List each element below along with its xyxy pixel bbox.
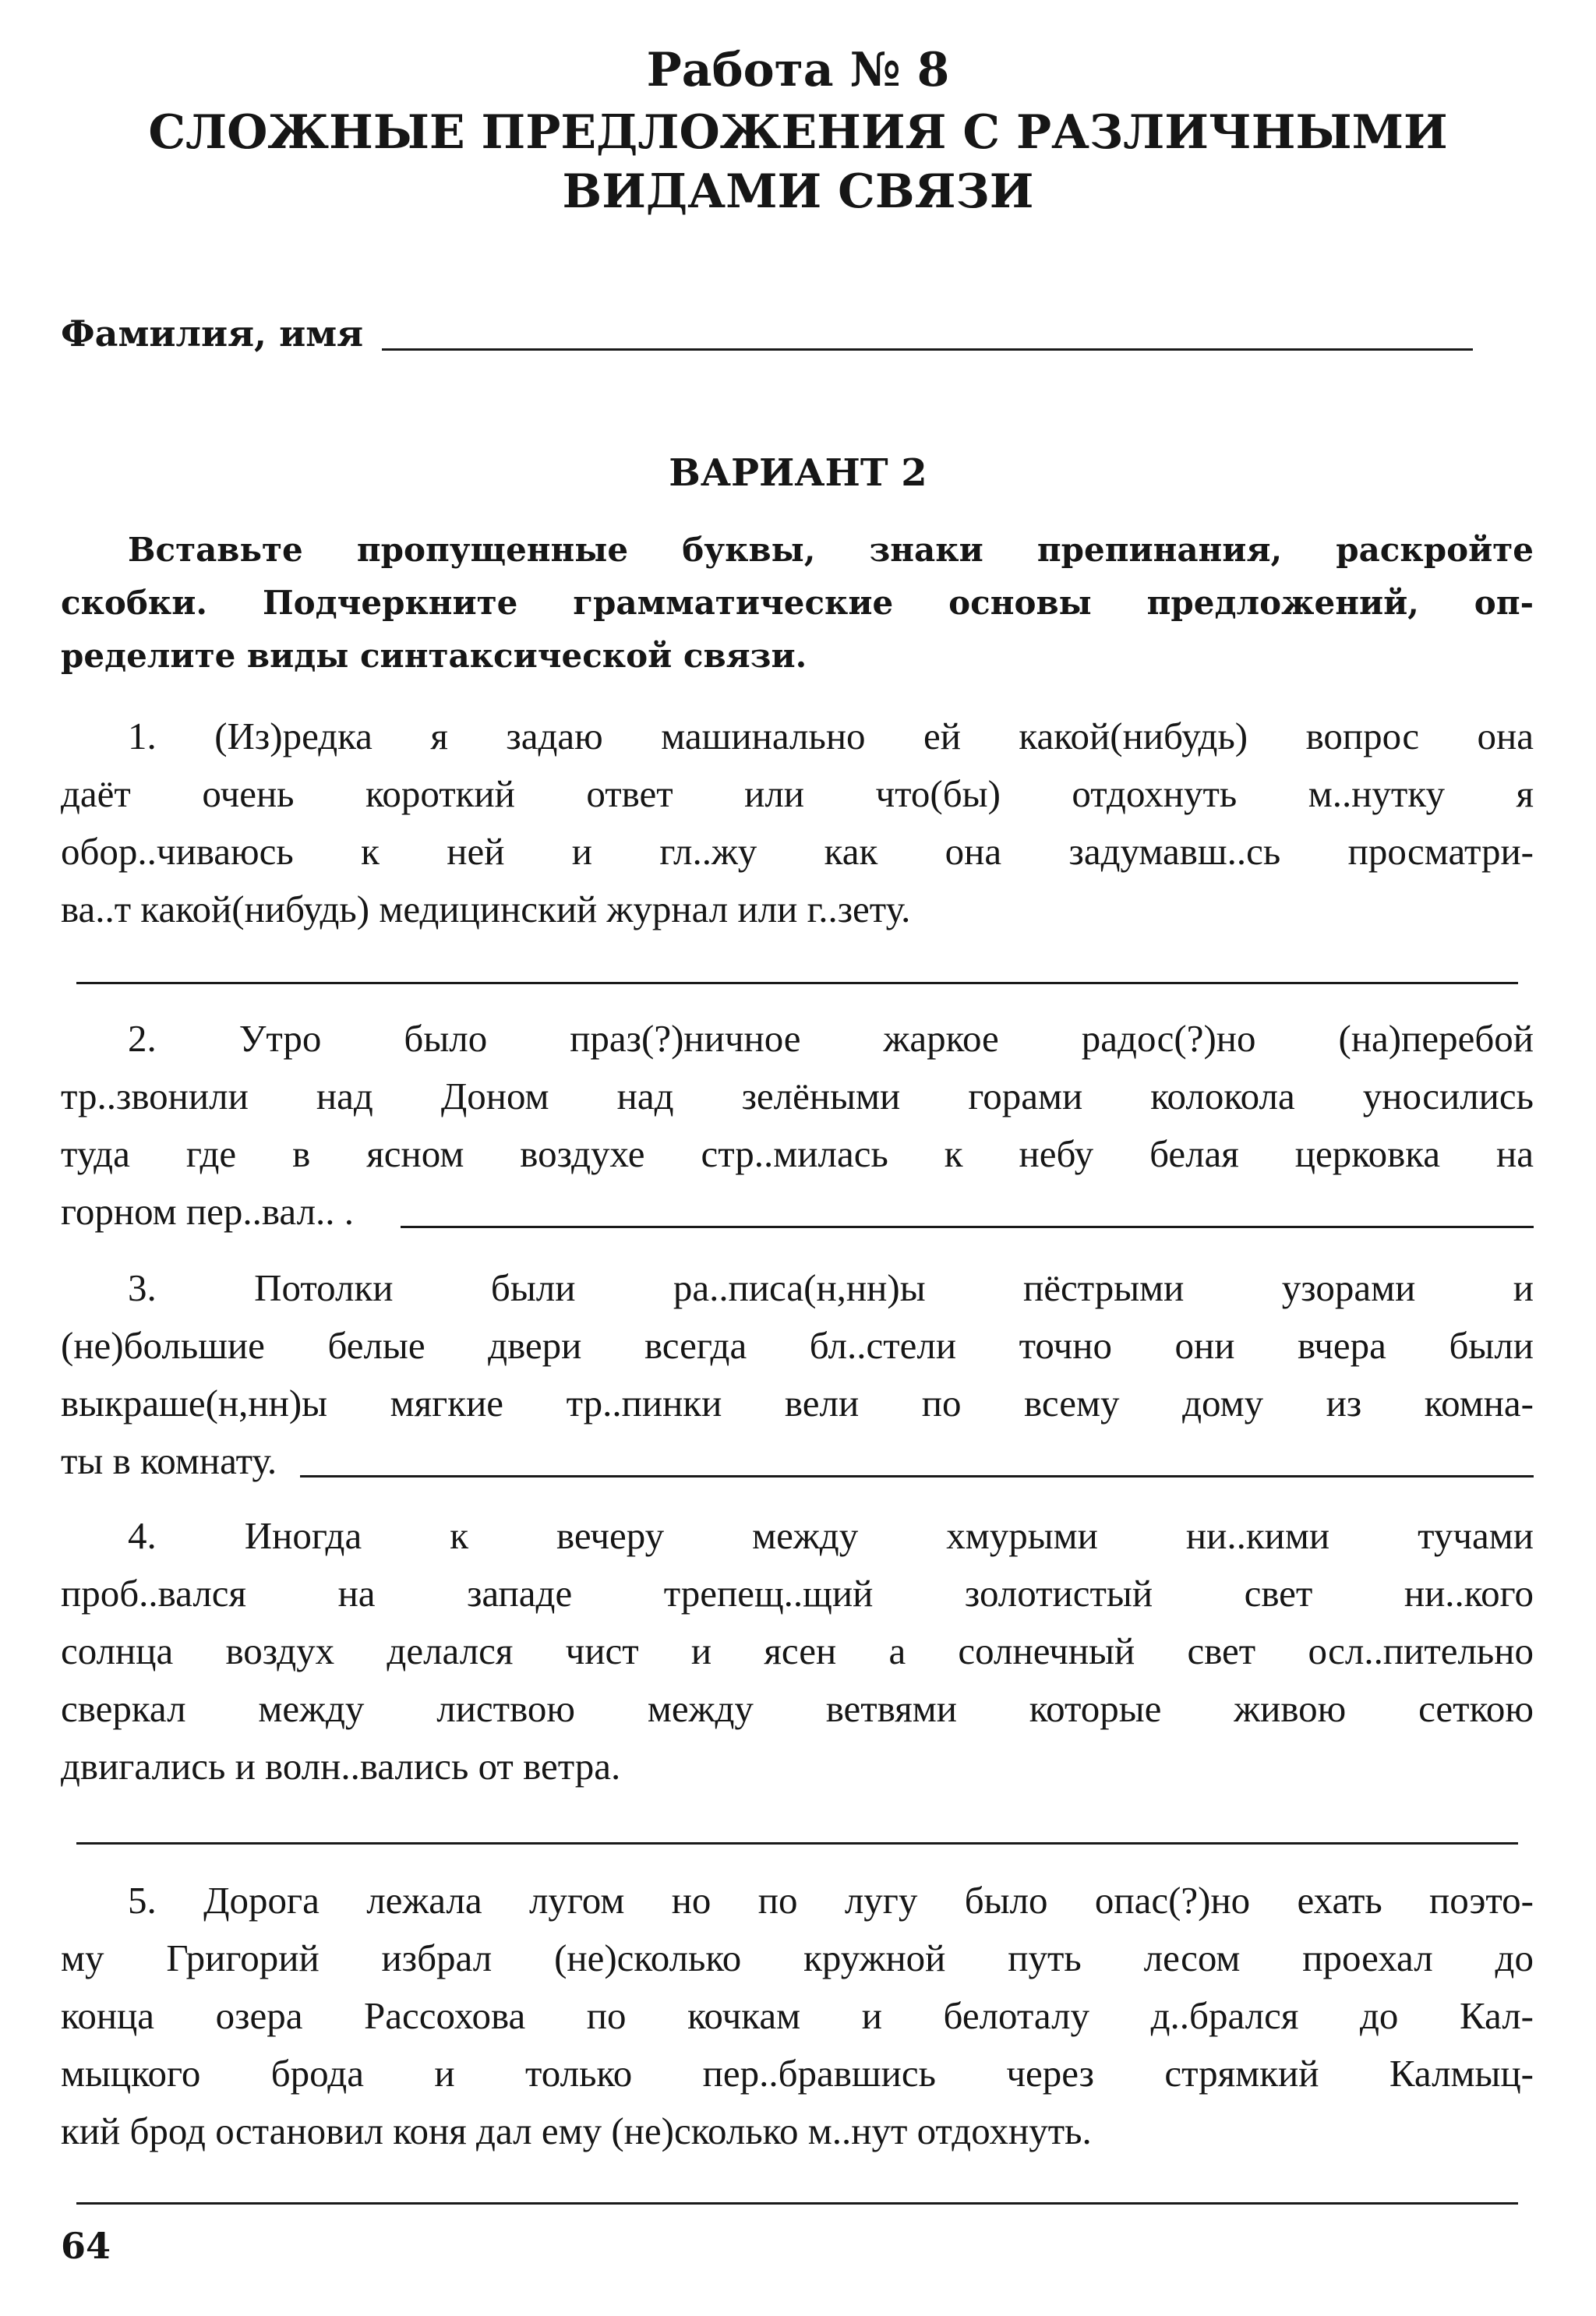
- task-2-line: туда где в ясном воздухе стр..милась к небу белая церковка на: [61, 1132, 1534, 1175]
- work-title: Работа № 8: [646, 43, 950, 97]
- instructions: [61, 524, 1534, 683]
- task-4-line: сверкал между листвою между ветвями которые живою сеткою: [61, 1687, 1534, 1730]
- task-5-line: мыцкого брода и только пер..бравшись через стрямкий Калмыц-: [61, 2052, 1534, 2095]
- task-5: [61, 1872, 1534, 2160]
- variant-heading: ВАРИАНТ 2: [669, 451, 927, 495]
- task-1: [61, 708, 1534, 938]
- task-3-line: выкраше(н,нн)ы мягкие тр..пинки вели по всему дому из комна-: [61, 1382, 1534, 1425]
- student-name-label: Фамилия, имя: [61, 312, 364, 355]
- task-3-last-line: [61, 1432, 1534, 1490]
- task-4: [61, 1507, 1534, 1795]
- topic-title-line-1: СЛОЖНЫЕ ПРЕДЛОЖЕНИЯ С РАЗЛИЧНЫМИ: [148, 105, 1448, 160]
- task-3-line: (не)большие белые двери всегда бл..стели точно они вчера были: [61, 1324, 1534, 1367]
- task-4-line: проб..вался на западе трепещ..щий золотистый свет ни..кого: [61, 1572, 1534, 1615]
- task-1-line: обор..чиваюсь к ней и гл..жу как она задумавш..сь просматри-: [61, 830, 1534, 873]
- task-5-line: 5. Дорога лежала лугом но по лугу было опас(?)но ехать поэто-: [128, 1879, 1534, 1922]
- task-5-line: кий брод остановил коня дал ему (не)сколько м..нут отдохнуть.: [61, 2109, 1092, 2152]
- task-2-last-line: [61, 1183, 1534, 1241]
- task-1-line: даёт очень короткий ответ или что(бы) отдохнуть м..нутку я: [61, 772, 1534, 815]
- task-3-line: 3. Потолки были ра..писа(н,нн)ы пёстрыми узорами и: [128, 1266, 1534, 1309]
- task-5-line: конца озера Рассохова по кочкам и белоталу д..брался до Кал-: [61, 1994, 1534, 2037]
- task-1-line: ва..т какой(нибудь) медицинский журнал или г..зету.: [61, 888, 911, 930]
- instruction-line: скобки. Подчеркните грамматические основы предложений, оп-: [61, 584, 1534, 622]
- task-4-line: солнца воздух делался чист и ясен а солнечный свет осл..пительно: [61, 1629, 1534, 1672]
- task-5-line: му Григорий избрал (не)сколько кружной путь лесом проехал до: [61, 1936, 1534, 1979]
- task-2-line: тр..звонили над Доном над зелёными горами колокола уносились: [61, 1075, 1534, 1117]
- task-4-line: двигались и волн..вались от ветра.: [61, 1745, 621, 1788]
- task-2-line: горном пер..вал.. .: [61, 1190, 355, 1233]
- task-3: [61, 1259, 1534, 1490]
- task-4-line: 4. Иногда к вечеру между хмурыми ни..кими тучами: [128, 1514, 1534, 1557]
- instruction-line: ределите виды синтаксической связи.: [61, 637, 807, 675]
- task-3-answer-line[interactable]: [300, 1444, 1534, 1478]
- task-3-line: ты в комнату.: [61, 1439, 277, 1482]
- task-1-line: 1. (Из)редка я задаю машинально ей какой(нибудь) вопрос она: [128, 715, 1534, 757]
- task-4-answer-line[interactable]: [76, 1842, 1518, 1845]
- page-number: 64: [61, 2225, 111, 2267]
- task-1-answer-line[interactable]: [76, 982, 1518, 984]
- task-2-answer-line[interactable]: [401, 1195, 1534, 1228]
- topic-title: [0, 103, 1596, 221]
- student-name-row: [61, 295, 1495, 357]
- topic-title-line-2: ВИДАМИ СВЯЗИ: [562, 164, 1034, 219]
- student-name-field[interactable]: [382, 309, 1473, 351]
- instruction-line: Вставьте пропущенные буквы, знаки препинания, раскройте: [128, 531, 1534, 569]
- task-5-answer-line[interactable]: [76, 2202, 1518, 2205]
- task-2-line: 2. Утро было праз(?)ничное жаркое радос(?)но (на)перебой: [128, 1017, 1534, 1060]
- task-2: [61, 1010, 1534, 1241]
